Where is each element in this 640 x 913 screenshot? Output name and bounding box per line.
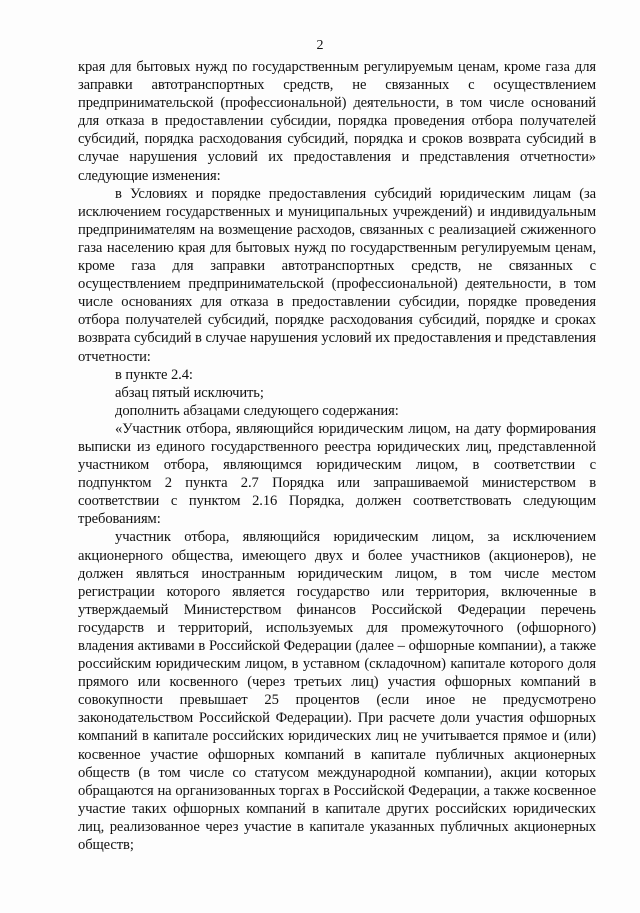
paragraph-6: «Участник отбора, являющийся юридическим лицом, на дату формирования выписки из единого государственного реестра юридических лиц, представленной участником отбора, являющимся юридическим лицом, в соответствии с подпунктом 2 пункта 2.7 Порядка или запрашиваемой министерством в соответствии с пунктом 2.16 Порядка, должен соответствовать следующим требованиям:: [78, 420, 596, 528]
page-number: 2: [316, 38, 324, 53]
paragraph-3: в пункте 2.4:: [115, 366, 193, 383]
paragraph-2: в Условиях и порядке предоставления субсидий юридическим лицам (за исключением государственных и муниципальных учреждений) и индивидуальным предпринимателям на возмещение расходов, связанных с реализацией сжиженного газа населению края для бытовых нужд по государственным регулируемым ценам, кроме газа для заправки автотранспортных средств, не связанных с осуществлением предпринимательской (профессиональной) деятельности, в том числе основаниях для отказа в предоставлении субсидии, порядке проведения отбора получателей субсидий, порядке расходования субсидий, порядке и сроках возврата субсидий в случае нарушения условий их предоставления и представления отчетности:: [78, 185, 596, 365]
paragraph-1: края для бытовых нужд по государственным регулируемым ценам, кроме газа для заправки автотранспортных средств, не связанных с осуществлением предпринимательской (профессиональной) деятельности, в том числе оснований для отказа в предоставлении субсидии, порядка проведения отбора получателей субсидий, порядка расходования субсидий, порядка и сроков возврата субсидий в случае нарушения условий их предоставления и представления отчетности» следующие изменения:: [78, 59, 596, 184]
paragraph-4: абзац пятый исключить;: [115, 384, 264, 401]
paragraph-5: дополнить абзацами следующего содержания:: [115, 402, 399, 419]
document-body: [78, 58, 596, 854]
paragraph-7: участник отбора, являющийся юридическим лицом, за исключением акционерного общества, имеющего двух и более участников (акционеров), не должен являться иностранным юридическим лицом, в том числе местом регистрации которого является государство или территория, включенные в утверждаемый Министерством финансов Российской Федерации перечень государств и территорий, используемых для промежуточного (офшорного) владения активами в Российской Федерации (далее – офшорные компании), а также российским юридическим лицом, в уставном (складочном) капитале которого доля прямого или косвенного (через третьих лиц) участия офшорных компаний в совокупности превышает 25 процентов (если иное не предусмотрено законодательством Российской Федерации). При расчете доли участия офшорных компаний в капитале российских юридических лиц не учитывается прямое и (или) косвенное участие офшорных компаний в капитале публичных акционерных обществ (в том числе со статусом международной компании), акции которых обращаются на организованных торгах в Российской Федерации, а также косвенное участие таких офшорных компаний в капитале других российских юридических лиц, реализованное через участие в капитале указанных публичных акционерных обществ;: [78, 529, 596, 854]
